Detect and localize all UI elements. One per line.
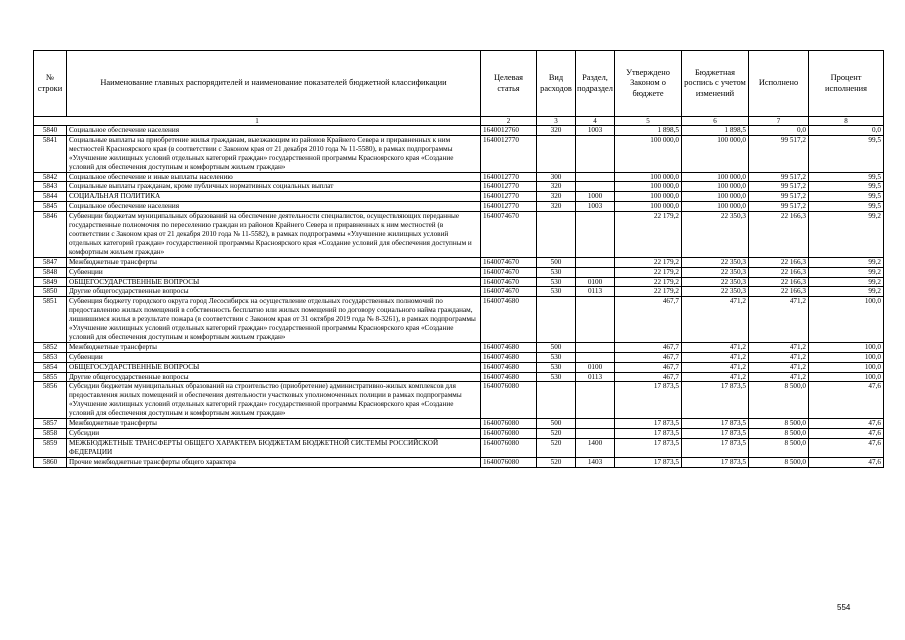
table-row bbox=[34, 297, 884, 343]
row-expense-type bbox=[537, 135, 576, 172]
table-row bbox=[34, 267, 884, 277]
row-target-code: 1640074680 bbox=[481, 362, 537, 372]
table-row bbox=[34, 372, 884, 382]
row-approved: 17 873,5 bbox=[615, 438, 682, 457]
row-target-code: 1640076080 bbox=[481, 382, 537, 419]
row-expense-type: 320 bbox=[537, 182, 576, 192]
row-approved: 22 179,2 bbox=[615, 267, 682, 277]
row-target-code: 1640074680 bbox=[481, 342, 537, 352]
row-target-code: 1640012760 bbox=[481, 126, 537, 136]
row-section: 0113 bbox=[576, 287, 615, 297]
row-expense-type: 520 bbox=[537, 438, 576, 457]
row-number: 5842 bbox=[34, 172, 67, 182]
row-name: Другие общегосударственные вопросы bbox=[67, 372, 481, 382]
row-budget-list: 22 350,3 bbox=[682, 277, 749, 287]
header-percent: Процент исполнения bbox=[809, 51, 884, 117]
row-executed: 99 517,2 bbox=[749, 135, 809, 172]
row-budget-list: 17 873,5 bbox=[682, 438, 749, 457]
row-approved: 467,7 bbox=[615, 342, 682, 352]
row-expense-type: 520 bbox=[537, 429, 576, 439]
row-expense-type: 530 bbox=[537, 287, 576, 297]
column-number: 5 bbox=[615, 117, 682, 126]
row-section: 1403 bbox=[576, 457, 615, 467]
row-percent: 99,2 bbox=[809, 287, 884, 297]
row-target-code: 1640074680 bbox=[481, 352, 537, 362]
row-name: МЕЖБЮДЖЕТНЫЕ ТРАНСФЕРТЫ ОБЩЕГО ХАРАКТЕРА БЮДЖЕТАМ БЮДЖЕТНОЙ СИСТЕМЫ РОССИЙСКОЙ ФЕДЕРАЦИИ bbox=[67, 438, 481, 457]
row-section bbox=[576, 257, 615, 267]
row-expense-type bbox=[537, 382, 576, 419]
column-number: 4 bbox=[576, 117, 615, 126]
row-budget-list: 471,2 bbox=[682, 342, 749, 352]
row-name: ОБЩЕГОСУДАРСТВЕННЫЕ ВОПРОСЫ bbox=[67, 277, 481, 287]
row-name: Социальные выплаты гражданам, кроме публичных нормативных социальных выплат bbox=[67, 182, 481, 192]
row-executed: 99 517,2 bbox=[749, 172, 809, 182]
table-row bbox=[34, 182, 884, 192]
row-target-code: 1640076080 bbox=[481, 429, 537, 439]
row-approved: 22 179,2 bbox=[615, 212, 682, 258]
row-executed: 471,2 bbox=[749, 342, 809, 352]
row-percent: 99,5 bbox=[809, 182, 884, 192]
row-executed: 99 517,2 bbox=[749, 182, 809, 192]
row-expense-type: 500 bbox=[537, 419, 576, 429]
row-executed: 471,2 bbox=[749, 372, 809, 382]
row-number: 5850 bbox=[34, 287, 67, 297]
row-name: Субсидии бюджетам муниципальных образований на строительство (приобретение) административно-жилых комплексов для предоставления жилых помещений и обеспечения деятельности участковых уполномоченных полиции в рамках подпрограммы «Улучшение жилищных условий отдельных категорий граждан» государственной программы Красноярского края «Создание условий для обеспечения доступным и комфортным жильем граждан» bbox=[67, 382, 481, 419]
table-row bbox=[34, 257, 884, 267]
row-name: Субсидии bbox=[67, 429, 481, 439]
table-row bbox=[34, 419, 884, 429]
table-row bbox=[34, 126, 884, 136]
row-section bbox=[576, 267, 615, 277]
row-approved: 1 898,5 bbox=[615, 126, 682, 136]
row-expense-type bbox=[537, 212, 576, 258]
row-approved: 17 873,5 bbox=[615, 457, 682, 467]
row-executed: 8 500,0 bbox=[749, 429, 809, 439]
row-target-code: 1640074670 bbox=[481, 287, 537, 297]
row-section: 1000 bbox=[576, 192, 615, 202]
table-row bbox=[34, 362, 884, 372]
row-executed: 0,0 bbox=[749, 126, 809, 136]
row-number: 5843 bbox=[34, 182, 67, 192]
row-name: ОБЩЕГОСУДАРСТВЕННЫЕ ВОПРОСЫ bbox=[67, 362, 481, 372]
row-section bbox=[576, 182, 615, 192]
row-number: 5851 bbox=[34, 297, 67, 343]
row-name: Социальное обеспечение населения bbox=[67, 202, 481, 212]
column-number-row bbox=[34, 117, 884, 126]
row-approved: 467,7 bbox=[615, 352, 682, 362]
row-executed: 471,2 bbox=[749, 352, 809, 362]
row-percent: 100,0 bbox=[809, 352, 884, 362]
column-number: 3 bbox=[537, 117, 576, 126]
row-name: Субвенции bbox=[67, 352, 481, 362]
table-row bbox=[34, 212, 884, 258]
table-row bbox=[34, 457, 884, 467]
row-executed: 22 166,3 bbox=[749, 277, 809, 287]
row-approved: 100 000,0 bbox=[615, 135, 682, 172]
row-executed: 99 517,2 bbox=[749, 192, 809, 202]
row-expense-type: 300 bbox=[537, 172, 576, 182]
row-executed: 22 166,3 bbox=[749, 287, 809, 297]
row-target-code: 1640012770 bbox=[481, 172, 537, 182]
table-body bbox=[34, 126, 884, 468]
row-budget-list: 1 898,5 bbox=[682, 126, 749, 136]
row-name: Социальные выплаты на приобретение жилья гражданам, выезжающим из районов Крайнего Севера и приравненных к ним местностей Красноярского края (в соответствии с Законом края от 21 декабря 2010 года № 11-5580), в рамках подпрограммы «Улучшение жилищных условий отдельных категорий граждан» государственной программы Красноярского края «Создание условий для обеспечения доступным и комфортным жильем граждан» bbox=[67, 135, 481, 172]
row-budget-list: 17 873,5 bbox=[682, 419, 749, 429]
header-row-no: № строки bbox=[34, 51, 67, 117]
header-expense-type: Вид расходов bbox=[537, 51, 576, 117]
row-name: Межбюджетные трансферты bbox=[67, 419, 481, 429]
row-number: 5852 bbox=[34, 342, 67, 352]
row-section bbox=[576, 419, 615, 429]
row-budget-list: 100 000,0 bbox=[682, 182, 749, 192]
row-name: Социальное обеспечение и иные выплаты населению bbox=[67, 172, 481, 182]
column-number: 6 bbox=[682, 117, 749, 126]
row-section: 1400 bbox=[576, 438, 615, 457]
row-target-code: 1640076080 bbox=[481, 457, 537, 467]
row-executed: 22 166,3 bbox=[749, 257, 809, 267]
row-expense-type: 520 bbox=[537, 457, 576, 467]
table-row bbox=[34, 172, 884, 182]
row-approved: 467,7 bbox=[615, 372, 682, 382]
row-target-code: 1640074670 bbox=[481, 212, 537, 258]
row-expense-type: 530 bbox=[537, 362, 576, 372]
row-executed: 471,2 bbox=[749, 362, 809, 372]
table-row bbox=[34, 429, 884, 439]
row-name: Социальное обеспечение населения bbox=[67, 126, 481, 136]
table-row bbox=[34, 352, 884, 362]
row-section bbox=[576, 172, 615, 182]
row-approved: 100 000,0 bbox=[615, 182, 682, 192]
row-budget-list: 22 350,3 bbox=[682, 257, 749, 267]
row-target-code: 1640074680 bbox=[481, 297, 537, 343]
header-row bbox=[34, 51, 884, 117]
header-budget-list: Бюджетная роспись с учетом изменений bbox=[682, 51, 749, 117]
column-number: 2 bbox=[481, 117, 537, 126]
row-number: 5849 bbox=[34, 277, 67, 287]
row-percent: 99,2 bbox=[809, 277, 884, 287]
table-row bbox=[34, 342, 884, 352]
row-section: 0100 bbox=[576, 362, 615, 372]
row-approved: 100 000,0 bbox=[615, 172, 682, 182]
header-name: Наименование главных распорядителей и наименование показателей бюджетной классификации bbox=[67, 51, 481, 117]
row-expense-type: 320 bbox=[537, 202, 576, 212]
header-executed: Исполнено bbox=[749, 51, 809, 117]
row-number: 5860 bbox=[34, 457, 67, 467]
row-budget-list: 100 000,0 bbox=[682, 202, 749, 212]
row-executed: 22 166,3 bbox=[749, 212, 809, 258]
row-expense-type bbox=[537, 297, 576, 343]
row-name: СОЦИАЛЬНАЯ ПОЛИТИКА bbox=[67, 192, 481, 202]
table-row bbox=[34, 192, 884, 202]
row-target-code: 1640012770 bbox=[481, 135, 537, 172]
row-number: 5859 bbox=[34, 438, 67, 457]
row-section: 0100 bbox=[576, 277, 615, 287]
row-executed: 8 500,0 bbox=[749, 438, 809, 457]
header-target: Целевая статья bbox=[481, 51, 537, 117]
row-budget-list: 100 000,0 bbox=[682, 192, 749, 202]
row-target-code: 1640076080 bbox=[481, 438, 537, 457]
row-expense-type: 530 bbox=[537, 267, 576, 277]
row-percent: 99,2 bbox=[809, 212, 884, 258]
row-percent: 100,0 bbox=[809, 362, 884, 372]
row-target-code: 1640076080 bbox=[481, 419, 537, 429]
page-number: 554 bbox=[837, 603, 851, 612]
row-number: 5841 bbox=[34, 135, 67, 172]
row-budget-list: 17 873,5 bbox=[682, 457, 749, 467]
row-percent: 99,5 bbox=[809, 135, 884, 172]
row-executed: 8 500,0 bbox=[749, 382, 809, 419]
row-target-code: 1640074670 bbox=[481, 257, 537, 267]
row-percent: 100,0 bbox=[809, 297, 884, 343]
row-budget-list: 100 000,0 bbox=[682, 135, 749, 172]
table-row bbox=[34, 135, 884, 172]
row-section bbox=[576, 297, 615, 343]
row-approved: 22 179,2 bbox=[615, 277, 682, 287]
row-budget-list: 471,2 bbox=[682, 372, 749, 382]
row-section: 1003 bbox=[576, 126, 615, 136]
row-name: Другие общегосударственные вопросы bbox=[67, 287, 481, 297]
row-section bbox=[576, 212, 615, 258]
row-number: 5847 bbox=[34, 257, 67, 267]
row-expense-type: 530 bbox=[537, 372, 576, 382]
table-row bbox=[34, 202, 884, 212]
row-name: Субвенции bbox=[67, 267, 481, 277]
row-target-code: 1640074670 bbox=[481, 277, 537, 287]
row-expense-type: 530 bbox=[537, 277, 576, 287]
row-target-code: 1640074670 bbox=[481, 267, 537, 277]
row-number: 5858 bbox=[34, 429, 67, 439]
row-executed: 8 500,0 bbox=[749, 457, 809, 467]
row-executed: 99 517,2 bbox=[749, 202, 809, 212]
row-approved: 467,7 bbox=[615, 362, 682, 372]
row-budget-list: 17 873,5 bbox=[682, 429, 749, 439]
row-percent: 47,6 bbox=[809, 457, 884, 467]
row-number: 5848 bbox=[34, 267, 67, 277]
row-budget-list: 22 350,3 bbox=[682, 287, 749, 297]
table-row bbox=[34, 287, 884, 297]
row-budget-list: 17 873,5 bbox=[682, 382, 749, 419]
row-percent: 99,2 bbox=[809, 257, 884, 267]
row-percent: 99,5 bbox=[809, 202, 884, 212]
row-percent: 99,5 bbox=[809, 192, 884, 202]
row-expense-type: 500 bbox=[537, 257, 576, 267]
header-section: Раздел, подраздел bbox=[576, 51, 615, 117]
row-target-code: 1640074680 bbox=[481, 372, 537, 382]
column-number: 8 bbox=[809, 117, 884, 126]
row-executed: 22 166,3 bbox=[749, 267, 809, 277]
row-approved: 100 000,0 bbox=[615, 192, 682, 202]
row-approved: 22 179,2 bbox=[615, 287, 682, 297]
row-executed: 471,2 bbox=[749, 297, 809, 343]
row-section bbox=[576, 382, 615, 419]
row-percent: 100,0 bbox=[809, 342, 884, 352]
row-number: 5846 bbox=[34, 212, 67, 258]
column-number: 7 bbox=[749, 117, 809, 126]
row-section: 1003 bbox=[576, 202, 615, 212]
row-number: 5857 bbox=[34, 419, 67, 429]
row-percent: 47,6 bbox=[809, 382, 884, 419]
column-number: 1 bbox=[34, 117, 481, 126]
row-budget-list: 22 350,3 bbox=[682, 267, 749, 277]
header-approved: Утверждено Законом о бюджете bbox=[615, 51, 682, 117]
row-name: Межбюджетные трансферты bbox=[67, 257, 481, 267]
row-expense-type: 320 bbox=[537, 192, 576, 202]
row-number: 5856 bbox=[34, 382, 67, 419]
row-approved: 17 873,5 bbox=[615, 419, 682, 429]
row-budget-list: 471,2 bbox=[682, 362, 749, 372]
table-row bbox=[34, 277, 884, 287]
budget-execution-table bbox=[33, 50, 884, 468]
row-percent: 47,6 bbox=[809, 419, 884, 429]
row-budget-list: 471,2 bbox=[682, 297, 749, 343]
row-percent: 99,5 bbox=[809, 172, 884, 182]
row-percent: 0,0 bbox=[809, 126, 884, 136]
row-name: Субвенция бюджету городского округа город Лесосибирск на осуществление отдельных государственных полномочий по предоставлению жилых помещений в собственность бесплатно или жилых помещений по договору социального найма гражданам, лишившимся жилья в результате пожара (в соответствии с Законом края от 31 октября 2019 года № 8-3261), в рамках подпрограммы «Улучшение жилищных условий отдельных категорий граждан» государственной программы Красноярского края «Создание условий для обеспечения доступным и комфортным жильем граждан» bbox=[67, 297, 481, 343]
row-target-code: 1640012770 bbox=[481, 202, 537, 212]
table-row bbox=[34, 438, 884, 457]
row-percent: 99,2 bbox=[809, 267, 884, 277]
row-target-code: 1640012770 bbox=[481, 192, 537, 202]
row-number: 5855 bbox=[34, 372, 67, 382]
row-number: 5854 bbox=[34, 362, 67, 372]
row-percent: 47,6 bbox=[809, 438, 884, 457]
row-number: 5845 bbox=[34, 202, 67, 212]
row-number: 5844 bbox=[34, 192, 67, 202]
row-section bbox=[576, 429, 615, 439]
row-name: Прочие межбюджетные трансферты общего характера bbox=[67, 457, 481, 467]
row-section bbox=[576, 342, 615, 352]
row-name: Межбюджетные трансферты bbox=[67, 342, 481, 352]
row-name: Субвенции бюджетам муниципальных образований на обеспечение деятельности специалистов, осуществляющих переданные государственные полномочия по переселению граждан из районов Крайнего Севера и приравненных к ним местностей (в соответствии с Законом края от 21 декабря 2010 года № 11-5582), в рамках подпрограммы «Улучшение жилищных условий отдельных категорий граждан» государственной программы Красноярского края «Создание условий для обеспечения доступным и комфортным жильем граждан» bbox=[67, 212, 481, 258]
row-section bbox=[576, 352, 615, 362]
row-number: 5840 bbox=[34, 126, 67, 136]
row-section: 0113 bbox=[576, 372, 615, 382]
row-budget-list: 22 350,3 bbox=[682, 212, 749, 258]
table-row bbox=[34, 382, 884, 419]
row-target-code: 1640012770 bbox=[481, 182, 537, 192]
row-expense-type: 320 bbox=[537, 126, 576, 136]
row-approved: 17 873,5 bbox=[615, 382, 682, 419]
row-approved: 100 000,0 bbox=[615, 202, 682, 212]
row-percent: 47,6 bbox=[809, 429, 884, 439]
row-percent: 100,0 bbox=[809, 372, 884, 382]
row-section bbox=[576, 135, 615, 172]
row-approved: 467,7 bbox=[615, 297, 682, 343]
row-expense-type: 530 bbox=[537, 352, 576, 362]
row-executed: 8 500,0 bbox=[749, 419, 809, 429]
row-budget-list: 100 000,0 bbox=[682, 172, 749, 182]
row-approved: 17 873,5 bbox=[615, 429, 682, 439]
row-budget-list: 471,2 bbox=[682, 352, 749, 362]
row-number: 5853 bbox=[34, 352, 67, 362]
row-approved: 22 179,2 bbox=[615, 257, 682, 267]
row-expense-type: 500 bbox=[537, 342, 576, 352]
